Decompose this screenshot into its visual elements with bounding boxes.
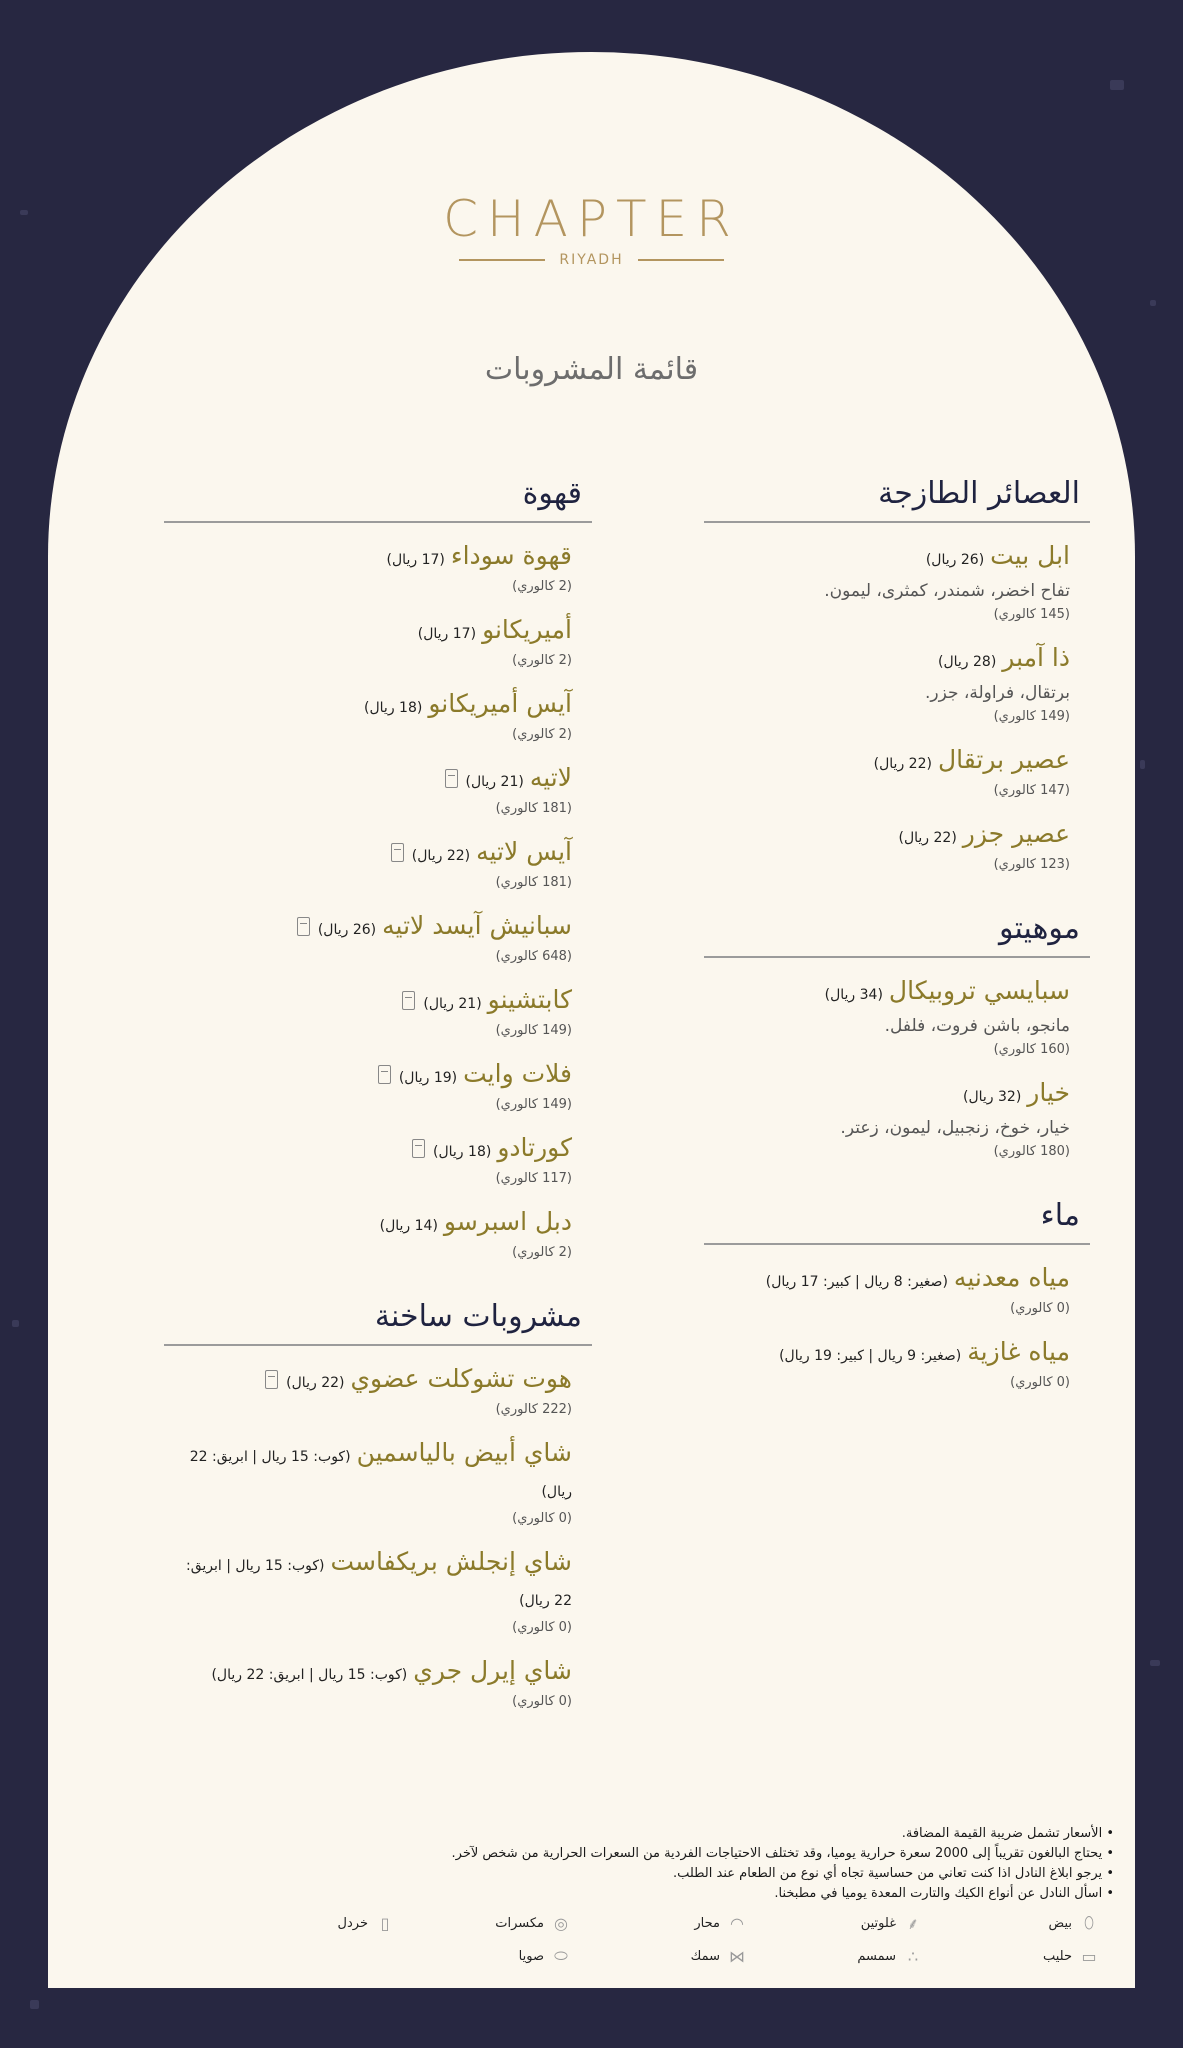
item-price: (كوب: 15 ريال | ابريق: 22 ريال) <box>185 1558 572 1609</box>
item-calories: (0 كالوري) <box>512 1694 572 1709</box>
allergen-label: سمك <box>690 1948 720 1964</box>
menu-item <box>164 613 592 671</box>
allergen-item <box>218 1912 394 1934</box>
item-calories: (117 كالوري) <box>495 1171 572 1186</box>
item-name: ذا آمبر <box>1002 643 1070 672</box>
item-price: (22 ريال) <box>898 830 957 846</box>
item-price: (صغير: 9 ريال | كبير: 19 ريال) <box>779 1348 962 1364</box>
menu-notes <box>278 1824 1114 1904</box>
allergen-item <box>570 1912 746 1934</box>
allergen-label: بيض <box>1048 1915 1072 1931</box>
allergen-item <box>394 1946 570 1966</box>
item-price: (19 ريال) <box>398 1070 458 1086</box>
menu-item <box>704 539 1090 625</box>
item-price: (32 ريال) <box>962 1089 1022 1105</box>
menu-column-left <box>164 476 592 1748</box>
allergen-label: محار <box>694 1915 720 1931</box>
item-price: (صغير: 8 ريال | كبير: 17 ريال) <box>765 1274 948 1290</box>
menu-item <box>704 743 1090 801</box>
section-title: مشروبات ساخنة <box>164 1299 592 1346</box>
brand-name: CHAPTER <box>443 190 740 248</box>
item-price: (21 ريال) <box>423 996 482 1012</box>
menu-item-line <box>184 1205 572 1243</box>
menu-item-line <box>724 743 1070 781</box>
menu-item-line <box>184 1654 572 1692</box>
menu-item-line <box>184 835 572 873</box>
menu-item-line <box>184 1057 572 1095</box>
item-calories: (181 كالوري) <box>495 875 572 890</box>
menu-item <box>704 1076 1090 1162</box>
menu-item <box>164 1436 592 1529</box>
allergen-label: مكسرات <box>495 1915 544 1931</box>
item-description: برتقال، فراولة، جزر. <box>925 683 1070 703</box>
sesame-icon: ∴ <box>907 1946 919 1966</box>
allergen-item <box>394 1912 570 1934</box>
brand-logo <box>48 190 1135 268</box>
menu-item <box>704 974 1090 1060</box>
menu-item <box>164 909 592 967</box>
menu-item <box>704 817 1090 875</box>
shell-icon: ◠ <box>730 1913 744 1933</box>
allergen-label: صويا <box>518 1948 544 1964</box>
item-price: (22 ريال) <box>286 1375 345 1391</box>
item-price: (17 ريال) <box>417 626 477 642</box>
item-price: (28 ريال) <box>937 654 997 670</box>
item-name: شاي أبيض بالياسمين <box>356 1438 572 1467</box>
item-name: سبانيش آيسد لاتيه <box>382 911 572 940</box>
brand-city: RIYADH <box>559 252 624 268</box>
section-title: موهيتو <box>704 911 1090 958</box>
milk-icon <box>391 843 404 862</box>
item-price: (22 ريال) <box>873 756 932 772</box>
item-name: شاي إيرل جري <box>413 1656 572 1685</box>
milk-icon <box>412 1139 425 1158</box>
milk-icon <box>265 1370 278 1389</box>
menu-note: • الأسعار تشمل ضريبة القيمة المضافة. <box>278 1824 1114 1844</box>
menu-item-line <box>724 641 1070 679</box>
allergen-item <box>570 1946 746 1966</box>
menu-section <box>164 1299 592 1712</box>
item-calories: (0 كالوري) <box>1010 1301 1070 1316</box>
item-price: (18 ريال) <box>433 1144 492 1160</box>
menu-section <box>704 476 1090 875</box>
item-name: لاتيه <box>529 763 572 792</box>
menu-item <box>164 1131 592 1189</box>
menu-item <box>164 1654 592 1712</box>
menu-item-line <box>184 539 572 577</box>
item-price: (كوب: 15 ريال | ابريق: 22 ريال) <box>211 1667 408 1683</box>
wheat-icon: ⸙ <box>906 1914 919 1933</box>
menu-item <box>164 1545 592 1638</box>
item-name: خيار <box>1027 1078 1070 1107</box>
menu-item-line <box>724 1261 1070 1299</box>
menu-item <box>164 983 592 1041</box>
item-name: آيس لاتيه <box>476 837 572 866</box>
menu-item <box>704 1335 1090 1393</box>
item-calories: (181 كالوري) <box>495 801 572 816</box>
menu-item <box>164 687 592 745</box>
item-calories: (222 كالوري) <box>495 1402 572 1417</box>
menu-card <box>48 52 1135 1988</box>
menu-item-line <box>724 1335 1070 1373</box>
item-calories: (145 كالوري) <box>993 607 1070 622</box>
item-name: شاي إنجلش بريكفاست <box>330 1547 572 1576</box>
item-price: (21 ريال) <box>465 774 524 790</box>
milk-icon <box>402 991 415 1010</box>
section-title: العصائر الطازجة <box>704 476 1090 523</box>
item-calories: (123 كالوري) <box>993 857 1070 872</box>
item-calories: (0 كالوري) <box>512 1511 572 1526</box>
mustard-icon: ▯ <box>380 1913 390 1933</box>
allergen-label: غلوتين <box>860 1915 896 1931</box>
nut-icon: ◎ <box>554 1913 568 1933</box>
menu-item-line <box>184 761 572 799</box>
item-calories: (0 كالوري) <box>512 1620 572 1635</box>
item-name: كابتشينو <box>487 985 572 1014</box>
menu-note: • يحتاج البالغون تقريباً إلى 2000 سعرة حرارية يوميا، وقد تختلف الاحتياجات الفردية من السعرات الحرارية من شخص لآخر. <box>278 1844 1114 1864</box>
item-price: (كوب: 15 ريال | ابريق: 22 ريال) <box>189 1449 572 1500</box>
item-calories: (0 كالوري) <box>1010 1375 1070 1390</box>
item-name: آيس أميريكانو <box>428 689 572 718</box>
menu-title: قائمة المشروبات <box>484 352 699 387</box>
item-calories: (149 كالوري) <box>495 1097 572 1112</box>
item-description: مانجو، باشن فروت، فلفل. <box>884 1016 1070 1036</box>
item-calories: (2 كالوري) <box>512 579 572 594</box>
item-calories: (648 كالوري) <box>495 949 572 964</box>
item-name: هوت تشوكلت عضوي <box>350 1364 572 1393</box>
menu-item <box>164 761 592 819</box>
item-calories: (149 كالوري) <box>495 1023 572 1038</box>
allergen-legend <box>218 1912 1098 1966</box>
menu-item-line <box>184 909 572 947</box>
milk-icon <box>378 1065 391 1084</box>
menu-item-line <box>184 1545 572 1618</box>
item-name: مياه معدنيه <box>953 1263 1070 1292</box>
menu-item-line <box>184 613 572 651</box>
item-calories: (160 كالوري) <box>993 1042 1070 1057</box>
logo-rule-right <box>638 259 724 261</box>
menu-item-line <box>724 1076 1070 1114</box>
menu-item-line <box>724 817 1070 855</box>
milk-icon <box>297 917 310 936</box>
item-price: (26 ريال) <box>317 922 377 938</box>
allergen-item <box>746 1946 922 1966</box>
section-title: قهوة <box>164 476 592 523</box>
menu-item-line <box>184 1362 572 1400</box>
item-price: (18 ريال) <box>364 700 423 716</box>
menu-item <box>704 1261 1090 1319</box>
menu-item <box>164 1205 592 1263</box>
logo-rule-left <box>459 259 545 261</box>
allergen-label: خردل <box>337 1915 368 1931</box>
item-price: (26 ريال) <box>925 552 985 568</box>
menu-item-line <box>184 983 572 1021</box>
allergen-label: سمسم <box>857 1948 896 1964</box>
item-name: عصير برتقال <box>937 745 1070 774</box>
milk-icon <box>445 769 458 788</box>
item-name: قهوة سوداء <box>450 541 572 570</box>
milk-icon: ▭ <box>1081 1946 1097 1966</box>
menu-column-right <box>704 476 1090 1429</box>
menu-item-line <box>184 1436 572 1509</box>
item-price: (22 ريال) <box>411 848 471 864</box>
item-calories: (2 كالوري) <box>512 727 572 742</box>
item-description: خيار، خوخ، زنجبيل، ليمون، زعتر. <box>840 1118 1070 1138</box>
menu-section <box>164 476 592 1263</box>
menu-item <box>164 1362 592 1420</box>
egg-icon: ⬯ <box>1083 1913 1095 1932</box>
menu-section <box>704 1198 1090 1393</box>
allergen-item <box>922 1912 1098 1934</box>
item-price: (14 ريال) <box>379 1218 438 1234</box>
menu-section <box>704 911 1090 1162</box>
soy-icon: ⬭ <box>554 1946 568 1965</box>
item-calories: (180 كالوري) <box>993 1144 1070 1159</box>
menu-item-line <box>184 1131 572 1169</box>
item-price: (34 ريال) <box>824 987 883 1003</box>
item-calories: (2 كالوري) <box>512 1245 572 1260</box>
item-name: كورتادو <box>497 1133 572 1162</box>
item-calories: (149 كالوري) <box>993 709 1070 724</box>
item-name: دبل اسبرسو <box>443 1207 572 1236</box>
menu-item-line <box>724 539 1070 577</box>
item-name: سبايسي تروبيكال <box>888 976 1070 1005</box>
menu-note: • يرجو ابلاغ النادل اذا كنت تعاني من حساسية تجاه أي نوع من الطعام عند الطلب. <box>278 1864 1114 1884</box>
item-description: تفاح اخضر، شمندر، كمثرى، ليمون. <box>824 581 1070 601</box>
item-name: فلات وايت <box>463 1059 572 1088</box>
allergen-item <box>922 1946 1098 1966</box>
item-name: أميريكانو <box>482 615 572 644</box>
menu-item-line <box>184 687 572 725</box>
item-name: مياه غازية <box>967 1337 1070 1366</box>
menu-item <box>164 539 592 597</box>
item-name: ابل بيت <box>990 541 1070 570</box>
item-name: عصير جزر <box>962 819 1070 848</box>
item-price: (17 ريال) <box>386 552 445 568</box>
menu-item <box>164 835 592 893</box>
item-calories: (2 كالوري) <box>512 653 572 668</box>
menu-item <box>164 1057 592 1115</box>
fish-icon: ⋈ <box>729 1946 745 1966</box>
menu-note: • اسأل النادل عن أنواع الكيك والتارت المعدة يوميا في مطبخنا. <box>278 1884 1114 1904</box>
menu-item <box>704 641 1090 727</box>
allergen-item <box>746 1912 922 1934</box>
allergen-label: حليب <box>1042 1948 1072 1964</box>
menu-item-line <box>724 974 1070 1012</box>
item-calories: (147 كالوري) <box>993 783 1070 798</box>
section-title: ماء <box>704 1198 1090 1245</box>
